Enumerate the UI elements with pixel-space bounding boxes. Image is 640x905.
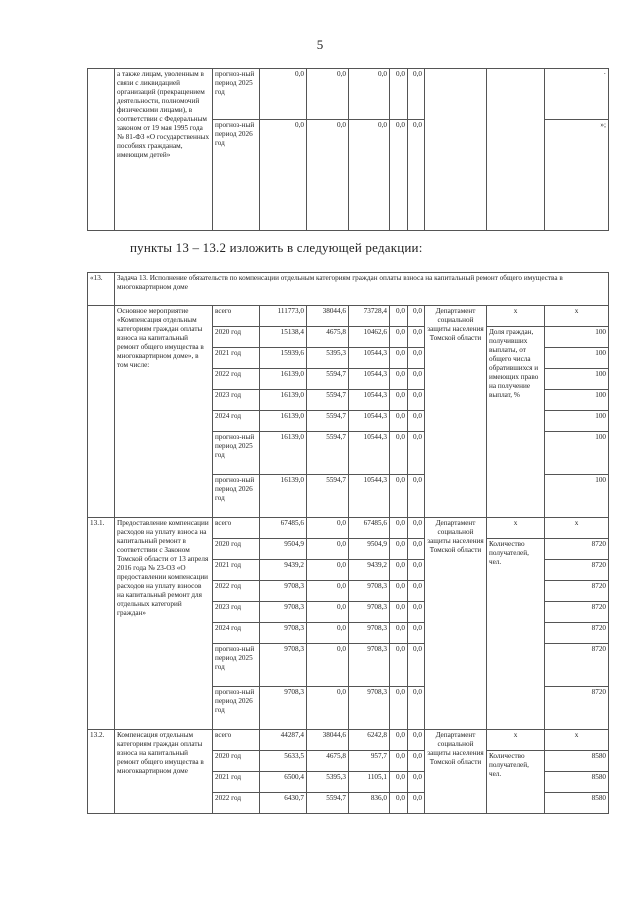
local-value-cell: 0,0 [390, 581, 408, 602]
period-cell: прогноз-ный период 2025 год [213, 644, 260, 687]
total-value-cell: 16139,0 [260, 411, 307, 432]
task-title: Задача 13. Исполнение обязательств по компенсации отдельным категориям граждан оплаты взноса на капитальный ремонт общего имущества в многоквартирном доме [115, 273, 609, 306]
regional-value-cell: 9504,9 [349, 539, 390, 560]
value-cell: 0,0 [390, 69, 408, 120]
section-row [88, 306, 609, 327]
indicator-value-cell: »; [545, 120, 609, 231]
indicator-cell: Количество получателей, чел. [487, 751, 545, 814]
section-row [88, 518, 609, 539]
federal-value-cell: 0,0 [307, 518, 349, 539]
indicator-value-cell: 100 [545, 390, 609, 411]
regional-value-cell: 73728,4 [349, 306, 390, 327]
period-cell: 2024 год [213, 623, 260, 644]
federal-value-cell: 0,0 [307, 644, 349, 687]
value-cell: 0,0 [349, 69, 390, 120]
indicator-cell: х [487, 730, 545, 751]
federal-value-cell: 5594,7 [307, 369, 349, 390]
main-table [87, 272, 609, 814]
other-value-cell: 0,0 [408, 369, 425, 390]
total-value-cell: 9708,3 [260, 602, 307, 623]
page-number: 5 [316, 37, 324, 52]
total-value-cell: 9708,3 [260, 623, 307, 644]
local-value-cell: 0,0 [390, 687, 408, 730]
other-value-cell: 0,0 [408, 306, 425, 327]
total-value-cell: 15939,6 [260, 348, 307, 369]
indicator-cell: Количество получателей, чел. [487, 539, 545, 730]
local-value-cell: 0,0 [390, 793, 408, 814]
federal-value-cell: 5594,7 [307, 793, 349, 814]
section-description: Компенсация отдельным категориям граждан оплаты взноса на капитальный ремонт общего имущества в многоквартирном доме [115, 730, 213, 814]
indicator-value-cell: 8720 [545, 623, 609, 644]
indicator-cell [487, 69, 545, 231]
period-cell: 2020 год [213, 327, 260, 348]
regional-value-cell: 9708,3 [349, 602, 390, 623]
local-value-cell: 0,0 [390, 730, 408, 751]
federal-value-cell: 0,0 [307, 602, 349, 623]
other-value-cell: 0,0 [408, 560, 425, 581]
local-value-cell: 0,0 [390, 602, 408, 623]
other-value-cell: 0,0 [408, 644, 425, 687]
total-value-cell: 15138,4 [260, 327, 307, 348]
regional-value-cell: 10544,3 [349, 390, 390, 411]
total-value-cell: 5633,5 [260, 751, 307, 772]
row-number-cell [88, 69, 115, 231]
indicator-cell: х [487, 306, 545, 327]
total-value-cell: 67485,6 [260, 518, 307, 539]
regional-value-cell: 836,0 [349, 793, 390, 814]
federal-value-cell: 38044,6 [307, 306, 349, 327]
period-cell: 2023 год [213, 602, 260, 623]
local-value-cell: 0,0 [390, 518, 408, 539]
other-value-cell: 0,0 [408, 539, 425, 560]
regional-value-cell: 6242,8 [349, 730, 390, 751]
period-cell: 2022 год [213, 793, 260, 814]
period-cell: прогноз-ный период 2026 год [213, 687, 260, 730]
indicator-value-cell: 8720 [545, 560, 609, 581]
executor-cell: Департамент социальной защиты населения Томской области [425, 730, 487, 814]
period-cell: 2022 год [213, 581, 260, 602]
value-cell: 0,0 [307, 120, 349, 231]
federal-value-cell: 5594,7 [307, 390, 349, 411]
section-row [88, 730, 609, 751]
regional-value-cell: 10544,3 [349, 411, 390, 432]
period-cell: 2021 год [213, 560, 260, 581]
total-value-cell: 9708,3 [260, 581, 307, 602]
indicator-value-cell: 8720 [545, 539, 609, 560]
regional-value-cell: 9708,3 [349, 644, 390, 687]
regional-value-cell: 10544,3 [349, 369, 390, 390]
federal-value-cell: 0,0 [307, 560, 349, 581]
amendment-instruction: пункты 13 – 13.2 изложить в следующей редакции: [130, 240, 423, 255]
federal-value-cell: 4675,8 [307, 327, 349, 348]
indicator-value-cell: 100 [545, 327, 609, 348]
regional-value-cell: 9708,3 [349, 581, 390, 602]
executor-cell: Департамент социальной защиты населения Томской области [425, 306, 487, 518]
regional-value-cell: 10544,3 [349, 475, 390, 518]
other-value-cell: 0,0 [408, 475, 425, 518]
local-value-cell: 0,0 [390, 327, 408, 348]
indicator-value-cell: 100 [545, 475, 609, 518]
period-cell: 2024 год [213, 411, 260, 432]
other-value-cell: 0,0 [408, 327, 425, 348]
indicator-value-cell: 8720 [545, 644, 609, 687]
total-value-cell: 9708,3 [260, 687, 307, 730]
period-cell: 2020 год [213, 539, 260, 560]
value-cell: 0,0 [260, 69, 307, 120]
total-value-cell: 9504,9 [260, 539, 307, 560]
other-value-cell: 0,0 [408, 772, 425, 793]
other-value-cell: 0,0 [408, 602, 425, 623]
local-value-cell: 0,0 [390, 411, 408, 432]
measure-description: а также лицам, уволенным в связи с ликвидацией организаций (прекращением деятельности, полномочий физическими лицами), в соответствии с Федеральным законом от 19 мая 1995 года № 81-ФЗ «О государственных пособиях гражданам, имеющим детей» [115, 69, 213, 231]
other-value-cell: 0,0 [408, 518, 425, 539]
other-value-cell: 0,0 [408, 390, 425, 411]
indicator-cell: Доля граждан, получивших выплаты, от общего числа обратившихся и имеющих право на получение выплат, % [487, 327, 545, 518]
regional-value-cell: 957,7 [349, 751, 390, 772]
period-cell: прогноз-ный период 2026 год [213, 120, 260, 231]
period-cell: 2021 год [213, 772, 260, 793]
indicator-value-cell: 8580 [545, 751, 609, 772]
total-value-cell: 16139,0 [260, 432, 307, 475]
executor-cell: Департамент социальной защиты населения Томской области [425, 518, 487, 730]
local-value-cell: 0,0 [390, 751, 408, 772]
task-number: «13. [88, 273, 115, 306]
value-cell: 0,0 [307, 69, 349, 120]
local-value-cell: 0,0 [390, 390, 408, 411]
section-number: 13.2. [88, 730, 115, 814]
period-cell: прогноз-ный период 2026 год [213, 475, 260, 518]
total-value-cell: 16139,0 [260, 475, 307, 518]
period-cell: 2020 год [213, 751, 260, 772]
indicator-value-cell: · [545, 69, 609, 120]
federal-value-cell: 4675,8 [307, 751, 349, 772]
federal-value-cell: 38044,6 [307, 730, 349, 751]
other-value-cell: 0,0 [408, 411, 425, 432]
total-value-cell: 16139,0 [260, 390, 307, 411]
local-value-cell: 0,0 [390, 560, 408, 581]
period-cell: всего [213, 306, 260, 327]
total-value-cell: 9708,3 [260, 644, 307, 687]
indicator-value-cell: х [545, 518, 609, 539]
federal-value-cell: 5594,7 [307, 411, 349, 432]
indicator-value-cell: 8580 [545, 772, 609, 793]
total-value-cell: 9439,2 [260, 560, 307, 581]
other-value-cell: 0,0 [408, 623, 425, 644]
federal-value-cell: 0,0 [307, 687, 349, 730]
total-value-cell: 16139,0 [260, 369, 307, 390]
period-cell: прогноз-ный период 2025 год [213, 432, 260, 475]
indicator-value-cell: 100 [545, 411, 609, 432]
regional-value-cell: 1105,1 [349, 772, 390, 793]
period-cell: 2022 год [213, 369, 260, 390]
regional-value-cell: 9708,3 [349, 623, 390, 644]
section-number: 13.1. [88, 518, 115, 730]
indicator-value-cell: 8720 [545, 602, 609, 623]
local-value-cell: 0,0 [390, 432, 408, 475]
period-cell: 2021 год [213, 348, 260, 369]
indicator-value-cell: 8580 [545, 793, 609, 814]
section-description: Основное мероприятие «Компенсация отдельным категориям граждан оплаты взноса на капитальный ремонт общего имущества в многоквартирном доме», в том числе: [115, 306, 213, 518]
federal-value-cell: 5395,3 [307, 348, 349, 369]
local-value-cell: 0,0 [390, 306, 408, 327]
local-value-cell: 0,0 [390, 623, 408, 644]
total-value-cell: 6430,7 [260, 793, 307, 814]
federal-value-cell: 0,0 [307, 539, 349, 560]
indicator-value-cell: 100 [545, 348, 609, 369]
federal-value-cell: 0,0 [307, 623, 349, 644]
regional-value-cell: 9439,2 [349, 560, 390, 581]
indicator-value-cell: 100 [545, 369, 609, 390]
federal-value-cell: 5594,7 [307, 475, 349, 518]
value-cell: 0,0 [408, 120, 425, 231]
indicator-value-cell: х [545, 730, 609, 751]
period-cell: прогноз-ный период 2025 год [213, 69, 260, 120]
indicator-value-cell: 8720 [545, 687, 609, 730]
value-cell: 0,0 [408, 69, 425, 120]
other-value-cell: 0,0 [408, 581, 425, 602]
regional-value-cell: 10462,6 [349, 327, 390, 348]
federal-value-cell: 5594,7 [307, 432, 349, 475]
period-cell: 2023 год [213, 390, 260, 411]
federal-value-cell: 0,0 [307, 581, 349, 602]
total-value-cell: 6500,4 [260, 772, 307, 793]
other-value-cell: 0,0 [408, 687, 425, 730]
indicator-value-cell: 8720 [545, 581, 609, 602]
total-value-cell: 111773,0 [260, 306, 307, 327]
value-cell: 0,0 [390, 120, 408, 231]
other-value-cell: 0,0 [408, 730, 425, 751]
local-value-cell: 0,0 [390, 475, 408, 518]
regional-value-cell: 67485,6 [349, 518, 390, 539]
section-description: Предоставление компенсации расходов на уплату взноса на капитальный ремонт в соответствии с Законом Томской области от 13 апреля 2016 года № 23-ОЗ «О предоставлении компенсации расходов на уплату взносов на капитальный ремонт для отдельных категорий граждан» [115, 518, 213, 730]
indicator-value-cell: 100 [545, 432, 609, 475]
other-value-cell: 0,0 [408, 751, 425, 772]
continuation-table [87, 68, 609, 231]
indicator-cell: х [487, 518, 545, 539]
value-cell: 0,0 [260, 120, 307, 231]
regional-value-cell: 10544,3 [349, 432, 390, 475]
other-value-cell: 0,0 [408, 348, 425, 369]
other-value-cell: 0,0 [408, 432, 425, 475]
period-cell: всего [213, 730, 260, 751]
local-value-cell: 0,0 [390, 348, 408, 369]
local-value-cell: 0,0 [390, 772, 408, 793]
regional-value-cell: 9708,3 [349, 687, 390, 730]
period-cell: всего [213, 518, 260, 539]
indicator-value-cell: х [545, 306, 609, 327]
value-cell: 0,0 [349, 120, 390, 231]
local-value-cell: 0,0 [390, 644, 408, 687]
total-value-cell: 44287,4 [260, 730, 307, 751]
local-value-cell: 0,0 [390, 539, 408, 560]
executor-cell [425, 69, 487, 231]
other-value-cell: 0,0 [408, 793, 425, 814]
federal-value-cell: 5395,3 [307, 772, 349, 793]
local-value-cell: 0,0 [390, 369, 408, 390]
regional-value-cell: 10544,3 [349, 348, 390, 369]
section-number [88, 306, 115, 518]
